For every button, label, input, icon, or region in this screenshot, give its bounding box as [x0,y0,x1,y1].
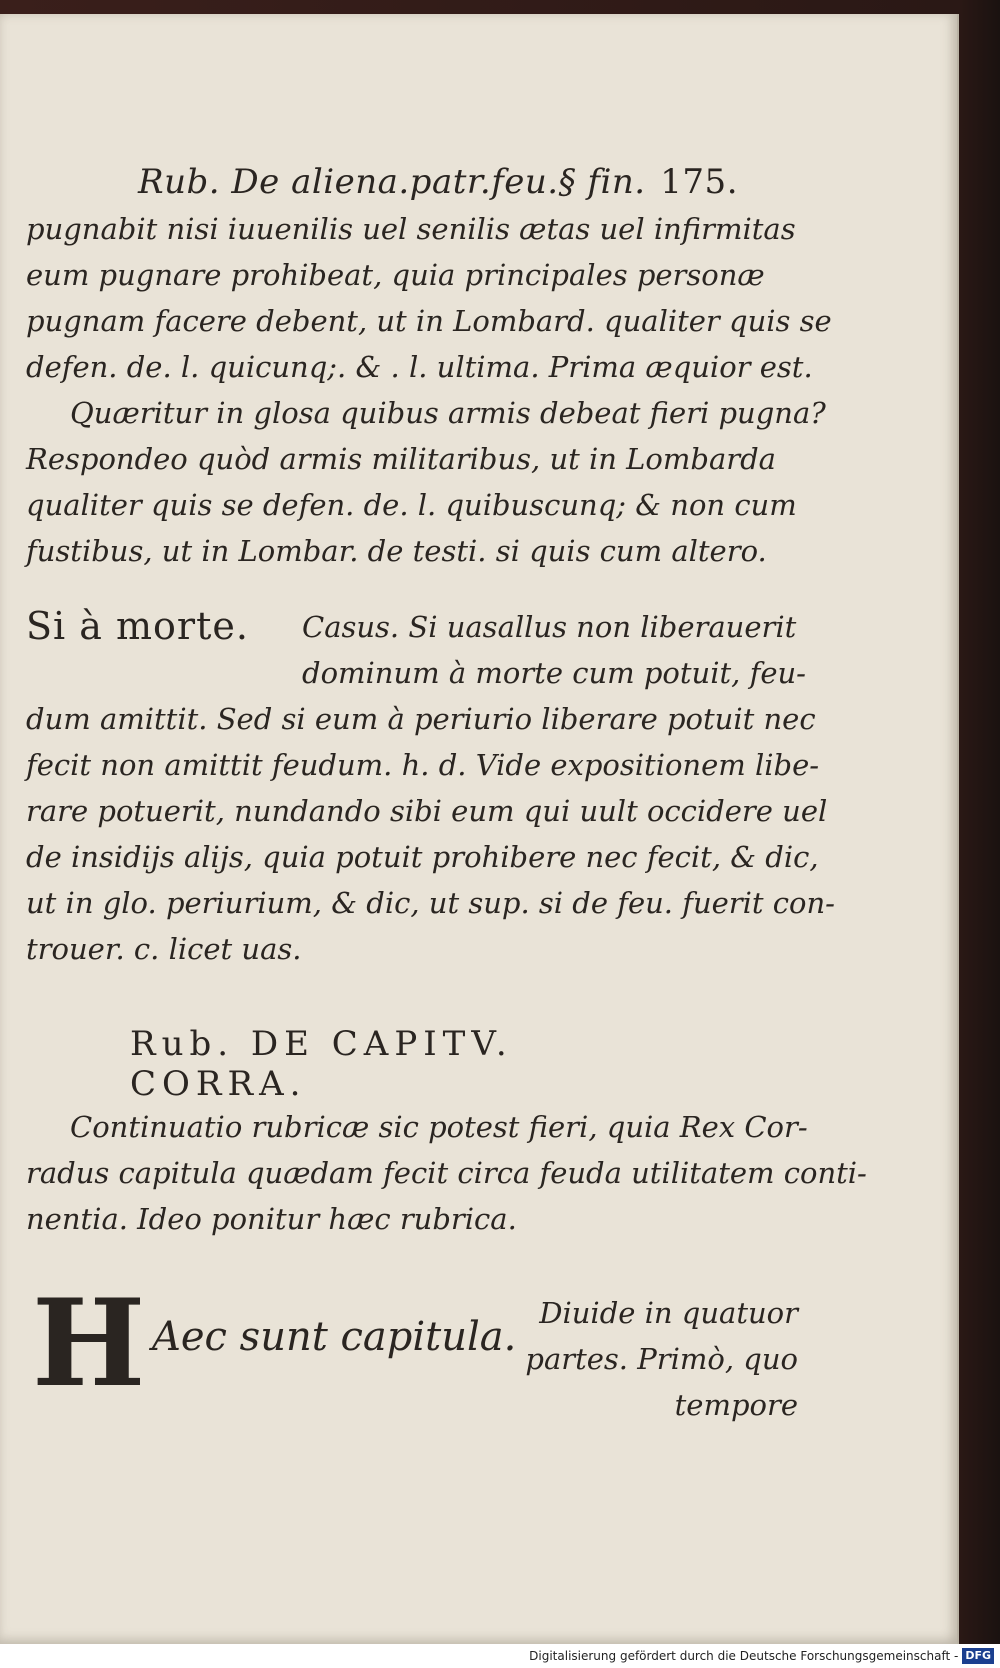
text-line: radus capitula quædam fecit circa feuda utilitatem conti- [26,1156,867,1190]
running-title: Rub. De aliena.patr.feu.§ fin. [138,162,646,202]
decorated-initial: H [32,1273,146,1414]
text-line: Respondeo quòd armis militaribus, ut in Lombarda [26,442,776,476]
page-number: 175. [660,162,738,202]
lemma-text [302,604,806,696]
lemma-heading: Si à morte. [26,604,249,648]
paragraph-3 [26,696,835,972]
dfg-logo: DFG [962,1648,994,1664]
text-line: Diuide in quatuor [539,1296,798,1330]
paragraph-4 [26,1104,867,1242]
text-line: de insidijs alijs, quia potuit prohibere nec fecit, & dic, [26,840,819,874]
text-line: dum amittit. Sed si eum à periurio liberare potuit nec [26,702,816,736]
text-line: Quæritur in glosa quibus armis debeat fieri pugna? [70,396,826,430]
rubric-heading: Rub. DE CAPITV. CORRA. [130,1024,513,1104]
initial-side-text [518,1290,798,1428]
text-line: nentia. Ideo ponitur hæc rubrica. [26,1202,517,1236]
paragraph-2 [26,390,826,574]
text-line: ut in glo. periurium, & dic, ut sup. si de feu. fuerit con- [26,886,835,920]
text-line: pugnam facere debent, ut in Lombard. qualiter quis se [26,304,832,338]
text-line: pugnabit nisi iuuenilis uel senilis ætas uel infirmitas [26,212,796,246]
text-line: dominum à morte cum potuit, feu- [302,656,806,690]
book-page [0,14,959,1644]
page-header [138,162,738,202]
text-line: defen. de. l. quicunq;. & . l. ultima. Prima æquior est. [26,350,813,384]
text-line: trouer. c. licet uas. [26,932,302,966]
initial-lemma: Aec sunt capitula. [152,1314,517,1360]
text-line: Casus. Si uasallus non liberauerit [302,610,797,644]
text-line: rare potuerit, nundando sibi eum qui uult occidere uel [26,794,828,828]
text-line: fustibus, ut in Lombar. de testi. si quis cum altero. [26,534,767,568]
paragraph-1 [26,206,832,390]
text-line: tempore [674,1388,798,1422]
text-line: partes. Primò, quo [525,1342,798,1376]
text-line: eum pugnare prohibeat, quia principales personæ [26,258,765,292]
text-line: fecit non amittit feudum. h. d. Vide expositionem libe- [26,748,820,782]
footer-credit: Digitalisierung gefördert durch die Deutsche Forschungsgemeinschaft - [529,1649,959,1663]
text-line: Continuatio rubricæ sic potest fieri, quia Rex Cor- [70,1110,808,1144]
footer-bar [0,1644,1000,1668]
text-line: qualiter quis se defen. de. l. quibuscunq; & non cum [26,488,797,522]
